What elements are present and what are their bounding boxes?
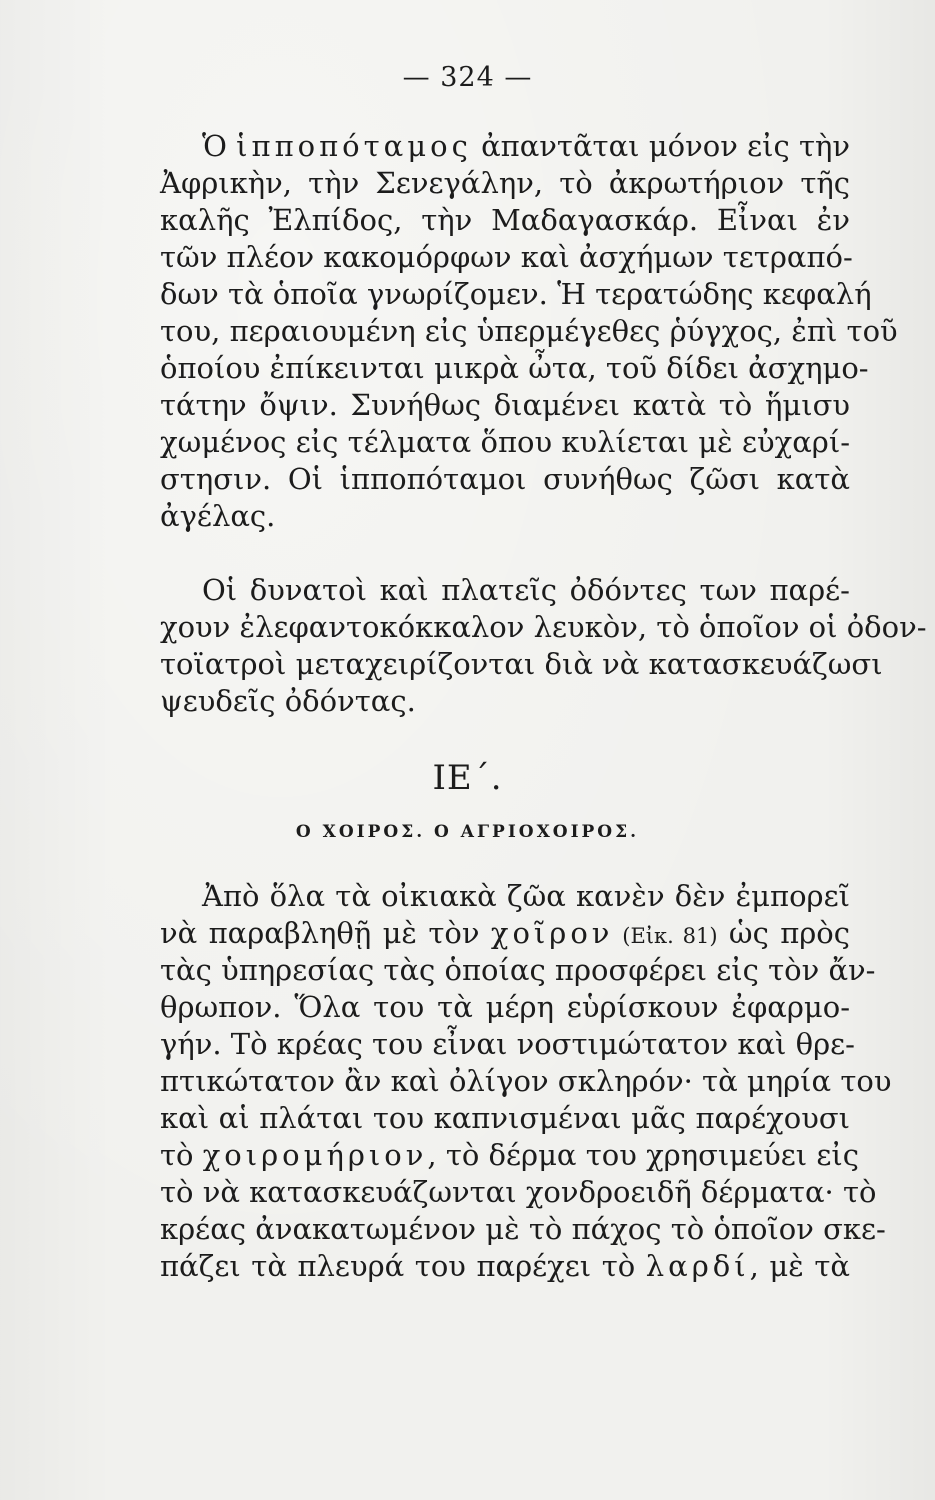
text-line: τοϊατροὶ μεταχειρίζονται διὰ νὰ κατασκευάζωσι <box>160 647 883 681</box>
text-line: Ὁ ἱπποπόταμος ἀπαντᾶται μόνον εἰς τὴν <box>202 129 851 163</box>
paragraph-pig <box>160 878 892 1285</box>
paragraph-hippopotamus <box>160 128 898 535</box>
text-line: τάτην ὄψιν. Συνήθως διαμένει κατὰ τὸ ἥμισυ <box>160 388 850 422</box>
text-line: κρέας ἀνακατωμένον μὲ τὸ πάχος τὸ ὁποῖον σκε- <box>160 1212 886 1246</box>
text-line: ψευδεῖς ὀδόντας. <box>160 684 416 718</box>
text-line: νὰ παραβληθῇ μὲ τὸν χοῖρον (Εἰκ. 81) ὡς πρὸς <box>160 916 851 950</box>
emphasized-term: χοιρομήριον <box>202 1138 428 1172</box>
text-line: ἀγέλας. <box>160 499 276 533</box>
text-line: καὶ αἱ πλάται του καπνισμέναι μᾶς παρέχουσι <box>160 1101 850 1135</box>
chapter-number: ΙΕ΄. <box>432 758 503 798</box>
emphasized-term: χοῖρον <box>490 916 614 950</box>
text-line: χουν ἐλεφαντοκόκκαλον λευκὸν, τὸ ὁποῖον οἱ ὀδον- <box>160 610 927 644</box>
text-line: του, περαιουμένη εἰς ὑπερμέγεθες ῥύγχος, ἐπὶ τοῦ <box>160 314 898 348</box>
text-line: τῶν πλέον κακομόρφων καὶ ἀσχήμων τετραπό- <box>160 240 853 274</box>
text-line: τὸ χοιρομήριον, τὸ δέρμα του χρησιμεύει εἰς <box>160 1138 859 1172</box>
text-line: Ἀφρικὴν, τὴν Σενεγάλην, τὸ ἀκρωτήριον τῆς <box>160 166 850 200</box>
text-line: στησιν. Οἱ ἱπποπόταμοι συνήθως ζῶσι κατὰ <box>160 462 850 496</box>
text-line: θρωπον. Ὅλα του τὰ μέρη εὑρίσκουν ἐφαρμο- <box>160 990 850 1024</box>
emphasized-term: λαρδί <box>645 1249 750 1283</box>
text-line: χωμένος εἰς τέλματα ὅπου κυλίεται μὲ εὐχαρί- <box>160 425 850 459</box>
text-line: πτικώτατον ἂν καὶ ὀλίγον σκληρόν· τὰ μηρία του <box>160 1064 892 1098</box>
text-line: Οἱ δυνατοὶ καὶ πλατεῖς ὀδόντες των παρέ- <box>202 573 850 607</box>
paragraph-ivory <box>160 572 927 720</box>
text-line: τὸ νὰ κατασκευάζωνται χονδροειδῆ δέρματα· τὸ <box>160 1175 877 1209</box>
text-line: Ἀπὸ ὅλα τὰ οἰκιακὰ ζῶα κανὲν δὲν ἐμπορεῖ <box>202 879 850 913</box>
text-line: καλῆς Ἐλπίδος, τὴν Μαδαγασκάρ. Εἶναι ἐν <box>160 203 850 237</box>
emphasized-term: ἱπποπόταμος <box>236 129 472 163</box>
text-line: γήν. Τὸ κρέας του εἶναι νοστιμώτατον καὶ θρε- <box>160 1027 855 1061</box>
figure-reference: (Εἰκ. 81) <box>613 924 718 948</box>
text-line: ὁποίου ἐπίκεινται μικρὰ ὦτα, τοῦ δίδει ἀσχημο- <box>160 351 869 385</box>
page-number: — 324 — <box>402 62 533 93</box>
text-line: πάζει τὰ πλευρά του παρέχει τὸ λαρδί, μὲ τὰ <box>160 1249 850 1283</box>
text-line: τὰς ὑπηρεσίας τὰς ὁποίας προσφέρει εἰς τὸν ἄν- <box>160 953 876 987</box>
text-line: δων τὰ ὁποῖα γνωρίζομεν. Ἡ τερατώδης κεφαλή <box>160 277 872 311</box>
chapter-title: Ο ΧΟΙΡΟΣ. Ο ΑΓΡΙΟΧΟΙΡΟΣ. <box>295 822 640 842</box>
